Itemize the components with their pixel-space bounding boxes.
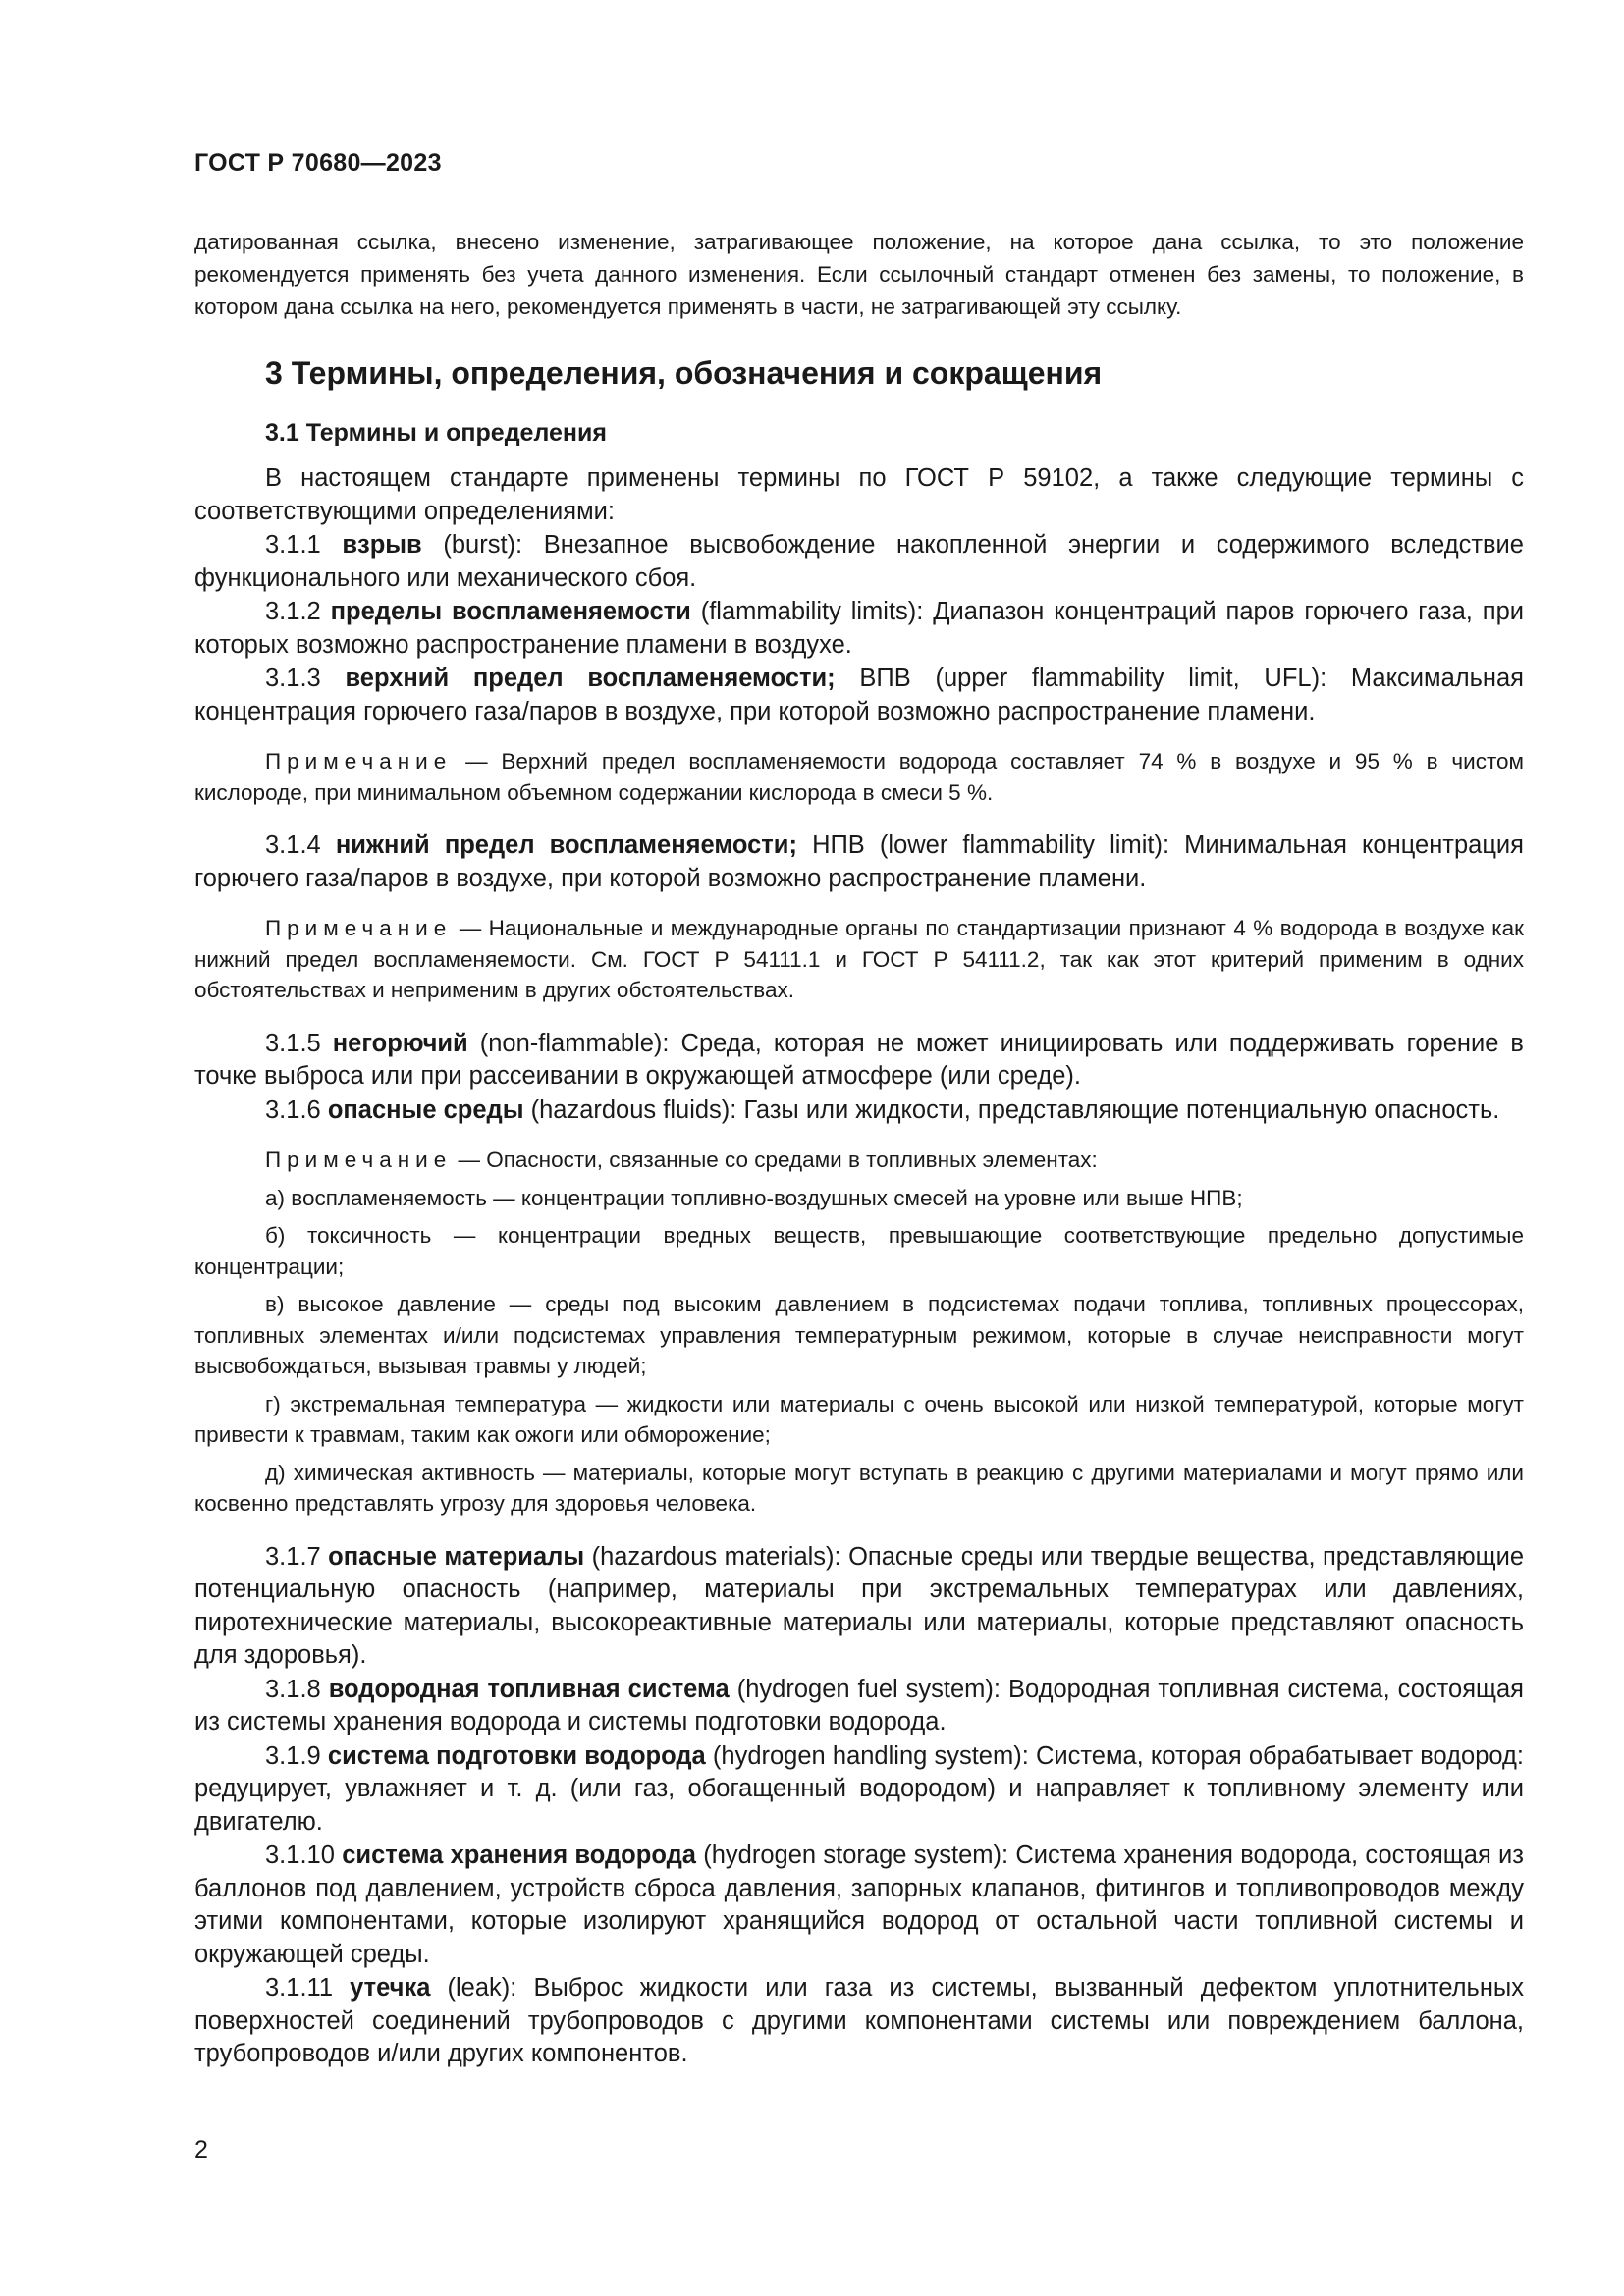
note-label: Примечание xyxy=(265,1148,453,1172)
term-number: 3.1.8 xyxy=(265,1675,329,1703)
term-number: 3.1.2 xyxy=(265,598,331,625)
term-name: взрыв xyxy=(342,531,422,559)
term-text: ВПВ (upper flammability limit, UFL): Максимальная концентрация горючего газа/паров в воздухе, при которой возможно распространение пламени. xyxy=(194,665,1524,725)
term-definition xyxy=(194,1674,1524,1739)
note xyxy=(194,913,1524,1006)
term-definition xyxy=(194,596,1524,662)
note xyxy=(194,1145,1524,1520)
term-name: утечка xyxy=(350,1974,431,2002)
term-number: 3.1.3 xyxy=(265,665,346,692)
term-name: опасные среды xyxy=(327,1095,524,1124)
term-definition xyxy=(194,1740,1524,1840)
term-text: (non-flammable): Среда, которая не может инициировать или поддерживать горение в точке выброса или при рассеивании в окружающей атмосфере (или среде). xyxy=(194,1029,1524,1090)
term-number: 3.1.10 xyxy=(265,1842,343,1869)
note-text: — Национальные и международные органы по стандартизации признают 4 % водорода в воздухе как нижний предел воспламеняемости. См. ГОСТ Р 54111.1 и ГОСТ Р 54111.2, так как этот критерий применим в одних обстоятельствах и неприменим в других обстоятельствах. xyxy=(194,916,1524,1002)
term-definition xyxy=(194,1541,1524,1673)
term-text: (hazardous fluids): Газы или жидкости, представляющие потенциальную опасность. xyxy=(523,1095,1500,1124)
term-number: 3.1.1 xyxy=(265,531,343,559)
term-text: (leak): Выброс жидкости или газа из системы, вызванный дефектом уплотнительных поверхностей соединений трубопроводов с другими компонентами системы или повреждением баллона, трубопроводов и/или других компонентов. xyxy=(194,1974,1524,2067)
note-label: Примечание xyxy=(265,916,453,940)
term-name: нижний предел воспламеняемости; xyxy=(335,831,797,859)
term-text: (hazardous materials): Опасные среды или твердые вещества, представляющие потенциальную опасность (например, материалы при экстремальных температурах или давлениях, пиротехнические материалы, высокореактивные материалы или материалы, которые представляют опасность для здоровья). xyxy=(194,1542,1524,1669)
intro-paragraph: датированная ссылка, внесено изменение, затрагивающее положение, на которое дана ссылка, то это положение рекомендуется применять без учета данного изменения. Если ссылочный стандарт отменен без замены, то положение, в котором дана ссылка на него, рекомендуется применять в части, не затрагивающей эту ссылку. xyxy=(194,230,1524,319)
term-text: (hydrogen handling system): Система, которая обрабатывает водород: редуцирует, увлажняет и т. д. (или газ, обогащенный водородом) и направляет к топливному элементу или двигателю. xyxy=(194,1741,1525,1836)
section-content xyxy=(194,416,1524,2071)
term-name: водородная топливная система xyxy=(328,1675,730,1703)
term-text: (flammability limits): Диапазон концентраций паров горючего газа, при которых возможно распространение пламени в воздухе. xyxy=(194,598,1524,659)
term-number: 3.1.4 xyxy=(265,831,336,859)
lead-paragraph: В настоящем стандарте применены термины по ГОСТ Р 59102, а также следующие термины с соответствующими определениями: xyxy=(194,464,1524,525)
term-text: (hydrogen fuel system): Водородная топливная система, состоящая из системы хранения водорода и системы подготовки водорода. xyxy=(194,1675,1524,1735)
subsection-title: 3.1 Термины и определения xyxy=(265,419,607,447)
note-list-item: б) токсичность — концентрации вредных веществ, превышающие соответствующие предельно допустимые концентрации; xyxy=(194,1223,1524,1279)
note-text: — Верхний предел воспламеняемости водорода составляет 74 % в воздухе и 95 % в чистом кислороде, при минимальном объемном содержании кислорода в смеси 5 %. xyxy=(194,749,1524,805)
document-header: ГОСТ Р 70680—2023 xyxy=(194,149,442,177)
page-number: 2 xyxy=(194,2136,208,2163)
term-text: НПВ (lower flammability limit): Минимальная концентрация горючего газа/паров в воздухе, при которой возможно распространение пламени. xyxy=(194,831,1524,892)
section-title: 3 Термины, определения, обозначения и сокращения xyxy=(265,355,1103,391)
term-text: (burst): Внезапное высвобождение накопленной энергии и содержимого вследствие функционального или механического сбоя. xyxy=(194,531,1524,592)
note-list-item: а) воспламеняемость — концентрации топливно-воздушных смесей на уровне или выше НПВ; xyxy=(265,1185,1243,1210)
term-number: 3.1.7 xyxy=(265,1542,329,1571)
term-number: 3.1.5 xyxy=(265,1029,333,1057)
term-definition xyxy=(194,1972,1524,2071)
term-definition xyxy=(194,663,1524,728)
term-definition xyxy=(194,529,1524,595)
term-definition xyxy=(194,1095,1524,1128)
term-number: 3.1.6 xyxy=(265,1095,328,1124)
note-list-item: в) высокое давление — среды под высоким давлением в подсистемах подачи топлива, топливных процессорах, топливных элементах и/или подсистемах управления температурным режимом, которые в случае неисправности могут высвобождаться, вызывая травмы у людей; xyxy=(194,1292,1524,1378)
term-name: система подготовки водорода xyxy=(327,1741,706,1770)
term-name: верхний предел воспламеняемости; xyxy=(345,665,836,692)
term-number: 3.1.9 xyxy=(265,1741,328,1770)
term-name: опасные материалы xyxy=(328,1542,585,1571)
term-name: пределы воспламеняемости xyxy=(330,598,691,625)
term-definition xyxy=(194,1028,1524,1094)
term-text: (hydrogen storage system): Система хранения водорода, состоящая из баллонов под давлением, устройств сброса давления, запорных клапанов, фитингов и топливопроводов между этими компонентами, которые изолируют хранящийся водород от остальной части топливной системы и окружающей среды. xyxy=(194,1842,1524,1968)
note-label: Примечание xyxy=(265,749,453,774)
note-list-item: г) экстремальная температура — жидкости или материалы с очень высокой или низкой температурой, которые могут привести к травмам, таким как ожоги или обморожение; xyxy=(194,1391,1524,1447)
term-name: негорючий xyxy=(332,1029,468,1057)
note-text: — Опасности, связанные со средами в топливных элементах: xyxy=(452,1148,1098,1172)
note-list-item: д) химическая активность — материалы, которые могут вступать в реакцию с другими материалами и могут прямо или косвенно представлять угрозу для здоровья человека. xyxy=(194,1460,1524,1516)
term-definition xyxy=(194,1840,1524,1971)
term-number: 3.1.11 xyxy=(265,1974,351,2002)
term-name: система хранения водорода xyxy=(342,1842,696,1869)
note xyxy=(194,746,1524,808)
term-definition xyxy=(194,829,1524,895)
